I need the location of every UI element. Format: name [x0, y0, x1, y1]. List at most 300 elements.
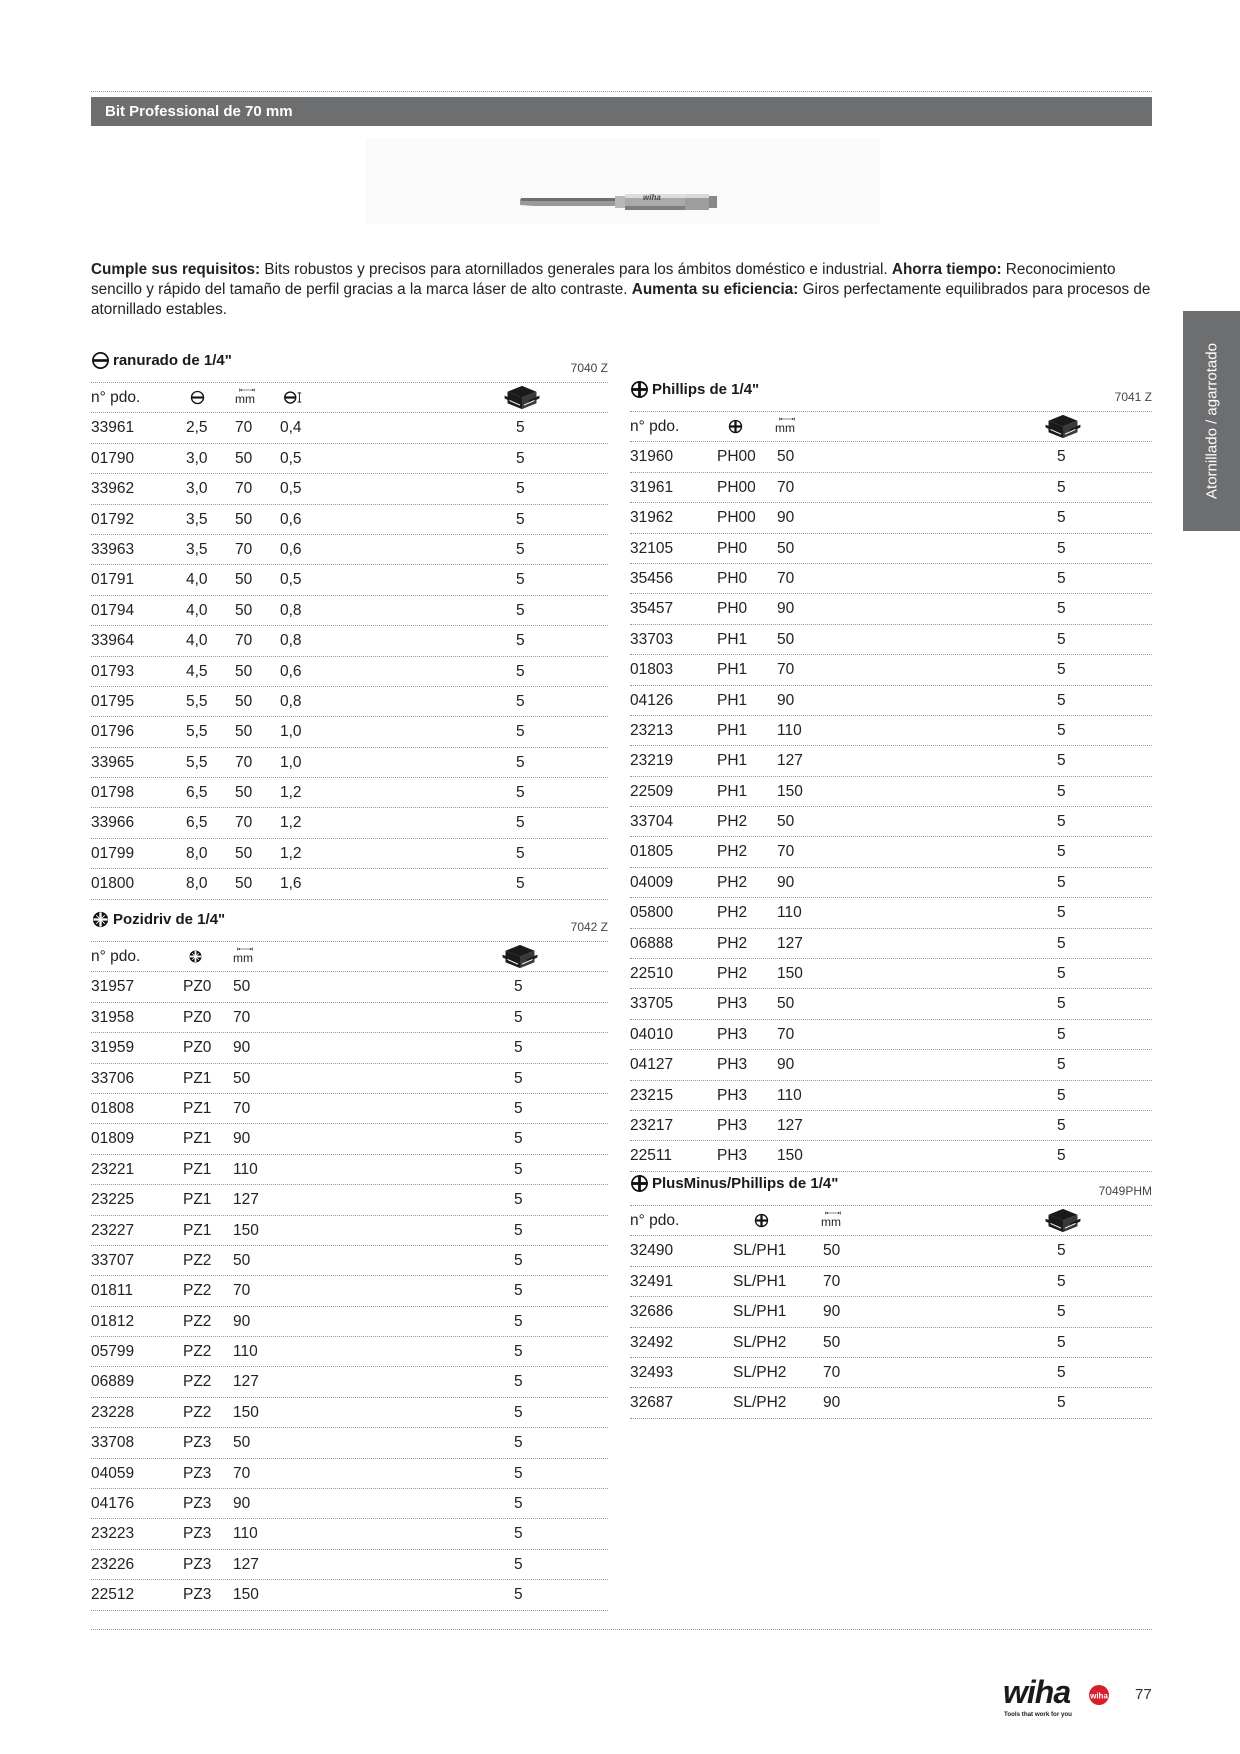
pack-box-icon — [503, 383, 541, 412]
cell-pack-qty: 5 — [514, 1403, 523, 1421]
cell-blade-width: 4,0 — [186, 571, 208, 589]
cell-pack-qty: 5 — [516, 419, 525, 437]
cell-blade-width: 5,5 — [186, 692, 208, 710]
cell-pack-qty: 5 — [514, 1160, 523, 1178]
cell-length: 127 — [777, 1116, 803, 1134]
phillips-table-header — [630, 411, 1152, 442]
table-row — [630, 1050, 1152, 1080]
table-row — [630, 746, 1152, 776]
top-dotted-rule — [91, 91, 1152, 92]
table-row — [91, 1550, 608, 1580]
cell-size: PH00 — [717, 478, 756, 496]
cell-article-number: 31958 — [91, 1008, 135, 1026]
cell-size: PH2 — [717, 843, 748, 861]
table-row — [91, 626, 608, 656]
table-row — [91, 1428, 608, 1458]
cell-pack-qty: 5 — [1057, 1147, 1066, 1165]
cell-article-number: 33963 — [91, 540, 135, 558]
cell-size: PZ1 — [183, 1069, 212, 1087]
cell-length: 90 — [777, 691, 795, 709]
cell-length: 90 — [823, 1394, 841, 1412]
page-title: Bit Professional de 70 mm — [91, 97, 1152, 126]
cell-article-number: 06888 — [630, 934, 674, 952]
cell-pack-qty: 5 — [1057, 843, 1066, 861]
cell-article-number: 33707 — [91, 1251, 135, 1269]
table-row — [91, 1367, 608, 1397]
cell-pack-qty: 5 — [516, 875, 525, 893]
cell-article-number: 32493 — [630, 1363, 674, 1381]
table-row — [630, 716, 1152, 746]
cell-blade-width: 3,5 — [186, 540, 208, 558]
pack-box-icon — [501, 942, 539, 971]
plusminus-article-code: 7049PHM — [1098, 1184, 1152, 1198]
svg-text:wiha: wiha — [1090, 1691, 1108, 1701]
table-row — [630, 1297, 1152, 1327]
cell-article-number: 05799 — [91, 1343, 135, 1361]
cell-pack-qty: 5 — [1057, 1056, 1066, 1074]
cell-blade-width: 4,0 — [186, 632, 208, 650]
cell-length: 70 — [823, 1272, 841, 1290]
table-row — [630, 1358, 1152, 1388]
cell-size: PH2 — [717, 965, 748, 983]
table-row — [630, 1020, 1152, 1050]
table-row — [91, 474, 608, 504]
cell-pack-qty: 5 — [1057, 1333, 1066, 1351]
side-tab[interactable] — [1183, 311, 1240, 531]
cell-blade-width: 8,0 — [186, 844, 208, 862]
cell-size: PH00 — [717, 448, 756, 466]
cell-length: 90 — [777, 873, 795, 891]
cell-pack-qty: 5 — [1057, 1116, 1066, 1134]
cell-length: 90 — [233, 1039, 251, 1057]
cell-article-number: 32687 — [630, 1394, 674, 1412]
length-unit-label: mm — [775, 421, 795, 435]
table-row — [91, 444, 608, 474]
table-row — [91, 565, 608, 595]
cell-size: PH2 — [717, 934, 748, 952]
cell-article-number: 31962 — [630, 509, 674, 527]
cell-article-number: 33704 — [630, 813, 674, 831]
cell-article-number: 01791 — [91, 571, 135, 589]
cell-size: PH1 — [717, 691, 748, 709]
cell-pack-qty: 5 — [514, 1282, 523, 1300]
cell-size: PZ1 — [183, 1191, 212, 1209]
cell-length: 70 — [777, 661, 795, 679]
pozidriv-icon — [91, 910, 110, 929]
cell-pack-qty: 5 — [1057, 1272, 1066, 1290]
cell-length: 50 — [777, 995, 795, 1013]
cell-length: 110 — [233, 1525, 258, 1543]
cell-pack-qty: 5 — [1057, 813, 1066, 831]
cell-pack-qty: 5 — [1057, 1086, 1066, 1104]
cell-blade-width: 4,0 — [186, 601, 208, 619]
cell-article-number: 22510 — [630, 965, 674, 983]
cell-article-number: 06889 — [91, 1373, 135, 1391]
cell-size: PH1 — [717, 782, 748, 800]
cell-pack-qty: 5 — [1057, 630, 1066, 648]
cell-length: 50 — [777, 813, 795, 831]
phillips-table-body — [630, 442, 1152, 1171]
col-article-number: n° pdo. — [91, 948, 141, 965]
cell-length: 50 — [235, 784, 253, 802]
cell-pack-qty: 5 — [514, 1464, 523, 1482]
cell-article-number: 04010 — [630, 1025, 674, 1043]
table-row — [630, 503, 1152, 533]
cell-length: 50 — [777, 630, 795, 648]
cell-size: PZ2 — [183, 1343, 212, 1361]
cell-length: 50 — [235, 662, 253, 680]
cell-article-number: 23217 — [630, 1116, 674, 1134]
cell-length: 70 — [233, 1282, 251, 1300]
cell-size: SL/PH2 — [733, 1363, 787, 1381]
table-row — [91, 1033, 608, 1063]
table-row — [91, 657, 608, 687]
cell-pack-qty: 5 — [516, 814, 525, 832]
cell-length: 70 — [777, 478, 795, 496]
cell-article-number: 01809 — [91, 1130, 135, 1148]
cell-article-number: 23227 — [91, 1221, 135, 1239]
col-article-number: n° pdo. — [630, 1212, 680, 1229]
cell-blade-width: 4,5 — [186, 662, 208, 680]
table-row — [630, 868, 1152, 898]
cell-size: PZ2 — [183, 1251, 212, 1269]
cell-article-number: 01812 — [91, 1312, 135, 1330]
cell-size: PH0 — [717, 539, 748, 557]
cell-size: PH3 — [717, 1056, 748, 1074]
cell-length: 50 — [235, 844, 253, 862]
cell-article-number: 32686 — [630, 1303, 674, 1321]
table-row — [91, 778, 608, 808]
table-row — [630, 1388, 1152, 1418]
cell-article-number: 23215 — [630, 1086, 674, 1104]
plusminus-section — [630, 1174, 1152, 1419]
phillips-icon — [728, 419, 743, 434]
cell-blade-thickness: 1,6 — [280, 875, 302, 893]
cell-size: SL/PH1 — [733, 1303, 787, 1321]
plusminus-section-title — [630, 1174, 838, 1193]
length-unit-label: mm — [233, 951, 253, 965]
intro-bold-2: Ahorra tiempo: — [891, 261, 1002, 278]
bit-logo-marking: wiha — [643, 193, 661, 202]
table-row — [91, 1580, 608, 1610]
cell-length: 127 — [233, 1555, 259, 1573]
cell-size: PZ0 — [183, 1008, 212, 1026]
cell-length: 70 — [235, 632, 253, 650]
cell-pack-qty: 5 — [1057, 539, 1066, 557]
table-row — [630, 989, 1152, 1019]
cell-pack-qty: 5 — [1057, 752, 1066, 770]
cell-pack-qty: 5 — [516, 844, 525, 862]
cell-size: PZ3 — [183, 1434, 212, 1452]
cell-size: PH0 — [717, 569, 748, 587]
table-row — [630, 1236, 1152, 1266]
cell-size: PZ1 — [183, 1221, 212, 1239]
cell-length: 50 — [233, 978, 251, 996]
cell-pack-qty: 5 — [1057, 1303, 1066, 1321]
cell-article-number: 35457 — [630, 600, 674, 618]
side-tab-label: Atornillado / agarrotado — [1203, 343, 1220, 499]
cell-pack-qty: 5 — [1057, 569, 1066, 587]
cell-size: PH2 — [717, 873, 748, 891]
cell-article-number: 04059 — [91, 1464, 135, 1482]
table-row — [91, 535, 608, 565]
cell-pack-qty: 5 — [1057, 904, 1066, 922]
cell-pack-qty: 5 — [516, 753, 525, 771]
cell-pack-qty: 5 — [516, 601, 525, 619]
cell-article-number: 33965 — [91, 753, 135, 771]
cell-pack-qty: 5 — [514, 1008, 523, 1026]
slotted-icon — [190, 390, 205, 405]
pozidriv-icon — [188, 949, 203, 964]
slotted-section-title — [91, 351, 232, 370]
table-row — [630, 898, 1152, 928]
length-unit-label: mm — [821, 1215, 841, 1229]
slotted-title-text: ranurado de 1/4" — [113, 352, 232, 369]
table-row — [91, 1155, 608, 1185]
table-row — [91, 717, 608, 747]
cell-blade-thickness: 1,2 — [280, 784, 302, 802]
intro-text-3: Giros perfectamente equilibrados para procesos de atornillado estables. — [91, 281, 1151, 318]
pozidriv-table-body — [91, 972, 608, 1610]
cell-length: 70 — [823, 1363, 841, 1381]
cell-blade-width: 5,5 — [186, 723, 208, 741]
table-row — [91, 1094, 608, 1124]
cell-size: PZ1 — [183, 1130, 212, 1148]
cell-article-number: 04127 — [630, 1056, 674, 1074]
cell-length: 70 — [235, 480, 253, 498]
cell-blade-thickness: 0,8 — [280, 692, 302, 710]
slotted-article-code: 7040 Z — [570, 361, 608, 375]
table-row — [630, 686, 1152, 716]
cell-article-number: 33962 — [91, 480, 135, 498]
cell-pack-qty: 5 — [516, 723, 525, 741]
cell-length: 127 — [233, 1191, 259, 1209]
cell-article-number: 04126 — [630, 691, 674, 709]
cell-article-number: 31960 — [630, 448, 674, 466]
cell-size: PH0 — [717, 600, 748, 618]
table-row — [91, 1216, 608, 1246]
cell-size: PZ0 — [183, 978, 212, 996]
table-row — [91, 839, 608, 869]
table-row — [630, 655, 1152, 685]
table-row — [630, 594, 1152, 624]
blade-thickness-icon — [282, 390, 304, 405]
cell-size: PZ3 — [183, 1555, 212, 1573]
cell-pack-qty: 5 — [514, 1130, 523, 1148]
table-row — [630, 534, 1152, 564]
table-row — [630, 625, 1152, 655]
cell-article-number: 01805 — [630, 843, 674, 861]
slotted-table-header — [91, 382, 608, 413]
table-row — [630, 777, 1152, 807]
cell-pack-qty: 5 — [1057, 1025, 1066, 1043]
cell-pack-qty: 5 — [514, 1312, 523, 1330]
intro-bold-3: Aumenta su eficiencia: — [631, 281, 799, 298]
cell-pack-qty: 5 — [1057, 934, 1066, 952]
cell-pack-qty: 5 — [516, 449, 525, 467]
pozidriv-table-header — [91, 941, 608, 972]
cell-article-number: 23223 — [91, 1525, 135, 1543]
cell-length: 70 — [235, 814, 253, 832]
table-row — [630, 959, 1152, 989]
cell-blade-thickness: 0,5 — [280, 480, 302, 498]
cell-article-number: 01803 — [630, 661, 674, 679]
cell-length: 110 — [777, 721, 802, 739]
cell-article-number: 23226 — [91, 1555, 135, 1573]
table-row — [91, 748, 608, 778]
cell-pack-qty: 5 — [1057, 1394, 1066, 1412]
cell-article-number: 31957 — [91, 978, 135, 996]
cell-pack-qty: 5 — [514, 1099, 523, 1117]
cell-length: 90 — [233, 1130, 251, 1148]
table-row — [91, 1124, 608, 1154]
cell-length: 50 — [235, 449, 253, 467]
cell-pack-qty: 5 — [514, 1495, 523, 1513]
cell-size: PH1 — [717, 630, 748, 648]
table-row — [91, 1185, 608, 1215]
table-row — [630, 564, 1152, 594]
table-row — [91, 1459, 608, 1489]
table-row — [630, 929, 1152, 959]
cell-blade-width: 3,5 — [186, 510, 208, 528]
cell-length: 50 — [235, 692, 253, 710]
cell-size: PH3 — [717, 1025, 748, 1043]
cell-length: 50 — [235, 601, 253, 619]
cell-size: PH1 — [717, 752, 748, 770]
cell-article-number: 33706 — [91, 1069, 135, 1087]
cell-blade-thickness: 0,8 — [280, 601, 302, 619]
phillips-title-text: Phillips de 1/4" — [652, 381, 760, 398]
cell-length: 70 — [777, 1025, 795, 1043]
cell-article-number: 22511 — [630, 1147, 672, 1165]
cell-blade-width: 8,0 — [186, 875, 208, 893]
intro-text-1: Bits robustos y precisos para atornillados generales para los ámbitos doméstico e industrial. — [260, 261, 892, 278]
cell-length: 70 — [777, 569, 795, 587]
cell-article-number: 01793 — [91, 662, 135, 680]
cell-article-number: 01800 — [91, 875, 135, 893]
cell-length: 70 — [233, 1464, 251, 1482]
pack-box-icon — [1044, 1206, 1082, 1235]
page-number: 77 — [1135, 1686, 1152, 1703]
cell-pack-qty: 5 — [1057, 691, 1066, 709]
cell-article-number: 04176 — [91, 1495, 135, 1513]
cell-length: 127 — [777, 934, 803, 952]
cell-length: 90 — [233, 1495, 251, 1513]
phillips-icon — [630, 380, 649, 399]
cell-blade-thickness: 0,6 — [280, 662, 302, 680]
table-row — [91, 1276, 608, 1306]
cell-size: PZ1 — [183, 1099, 212, 1117]
cell-length: 70 — [233, 1099, 251, 1117]
cell-size: PZ2 — [183, 1282, 212, 1300]
cell-blade-width: 6,5 — [186, 784, 208, 802]
cell-article-number: 01795 — [91, 692, 135, 710]
cell-size: PZ0 — [183, 1039, 212, 1057]
table-row — [91, 413, 608, 443]
cell-size: SL/PH2 — [733, 1333, 787, 1351]
cell-length: 50 — [235, 510, 253, 528]
cell-article-number: 23221 — [91, 1160, 135, 1178]
cell-size: SL/PH2 — [733, 1394, 787, 1412]
bottom-dotted-rule — [91, 1629, 1152, 1630]
cell-size: PH1 — [717, 721, 748, 739]
table-row — [630, 442, 1152, 472]
cell-length: 90 — [777, 600, 795, 618]
cell-length: 150 — [777, 1147, 803, 1165]
cell-size: PH3 — [717, 1116, 748, 1134]
slotted-section — [91, 351, 608, 900]
cell-article-number: 01811 — [91, 1282, 133, 1300]
table-row — [91, 1064, 608, 1094]
table-row — [91, 1003, 608, 1033]
cell-pack-qty: 5 — [1057, 782, 1066, 800]
cell-length: 50 — [235, 875, 253, 893]
length-unit-label: mm — [235, 392, 255, 406]
cell-blade-thickness: 0,8 — [280, 632, 302, 650]
col-article-number: n° pdo. — [91, 389, 141, 406]
phillips-icon — [630, 1174, 649, 1193]
cell-pack-qty: 5 — [514, 1586, 523, 1604]
cell-blade-width: 2,5 — [186, 419, 208, 437]
cell-pack-qty: 5 — [1057, 1242, 1066, 1260]
cell-article-number: 33961 — [91, 419, 135, 437]
product-bit-image — [365, 138, 880, 224]
cell-pack-qty: 5 — [516, 480, 525, 498]
cell-article-number: 32491 — [630, 1272, 674, 1290]
cell-size: PH00 — [717, 509, 756, 527]
cell-length: 50 — [233, 1251, 251, 1269]
table-row — [91, 808, 608, 838]
table-row — [91, 1489, 608, 1519]
intro-text-2: Reconocimiento sencillo y rápido del tamaño de perfil gracias a la marca láser de alto contraste. — [91, 261, 1116, 298]
cell-pack-qty: 5 — [514, 1251, 523, 1269]
cell-size: PZ1 — [183, 1160, 212, 1178]
cell-blade-thickness: 0,5 — [280, 571, 302, 589]
cell-article-number: 32492 — [630, 1333, 674, 1351]
phillips-article-code: 7041 Z — [1114, 390, 1152, 404]
cell-length: 150 — [233, 1403, 259, 1421]
cell-length: 70 — [235, 419, 253, 437]
pozidriv-section-header — [91, 910, 608, 941]
cell-article-number: 01794 — [91, 601, 135, 619]
cell-length: 127 — [777, 752, 803, 770]
cell-blade-width: 5,5 — [186, 753, 208, 771]
table-row — [91, 505, 608, 535]
cell-length: 50 — [235, 571, 253, 589]
cell-article-number: 32490 — [630, 1242, 674, 1260]
cell-pack-qty: 5 — [514, 1373, 523, 1391]
cell-article-number: 33703 — [630, 630, 674, 648]
cell-article-number: 33966 — [91, 814, 135, 832]
cell-blade-thickness: 0,5 — [280, 449, 302, 467]
cell-pack-qty: 5 — [516, 510, 525, 528]
table-row — [91, 972, 608, 1002]
cell-size: PZ2 — [183, 1373, 212, 1391]
cell-pack-qty: 5 — [516, 571, 525, 589]
cell-pack-qty: 5 — [516, 692, 525, 710]
cell-pack-qty: 5 — [1057, 965, 1066, 983]
cell-article-number: 23228 — [91, 1403, 135, 1421]
cell-blade-thickness: 0,4 — [280, 419, 302, 437]
cell-blade-thickness: 0,6 — [280, 510, 302, 528]
col-article-number: n° pdo. — [630, 418, 680, 435]
cell-length: 70 — [235, 753, 253, 771]
svg-text:Tools that work for you: Tools that work for you — [1004, 1711, 1072, 1718]
phillips-section — [630, 380, 1152, 1172]
cell-pack-qty: 5 — [1057, 509, 1066, 527]
cell-article-number: 01798 — [91, 784, 135, 802]
cell-article-number: 23219 — [630, 752, 674, 770]
